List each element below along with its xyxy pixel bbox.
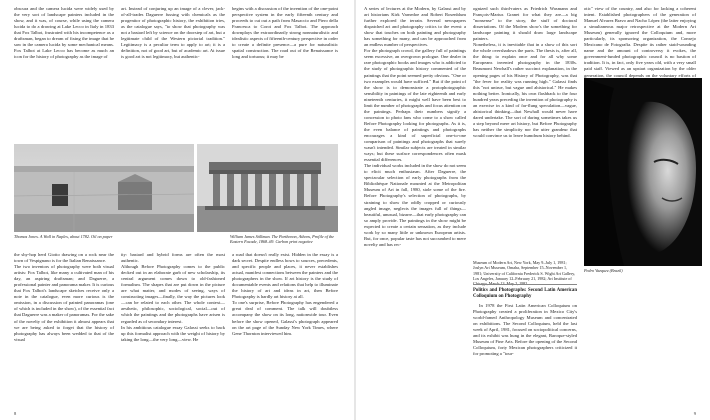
- caption-wall-in-naples: Thomas Jones. A Wall in Naples, about 1782. Oil on paper: [14, 234, 113, 239]
- page-number-left: 8: [14, 411, 17, 416]
- exhibition-tour-note: Museum of Modern Art, New York, May 9–July 1, 1981; Joslyn Art Museum, Omaha, September 15–November 1, 1981; University of California Frederick S. Wight Art Gallery, Los Angeles, January 12–February 21, 1982; Art Institute of: [473, 260, 576, 281]
- section-politics-and-photographs: Politics and Photographs: Second Latin American Colloquium on Photography In 1978 the First Latin American Colloquium on Photography created a proliferation in Mexico City's world-famed Anthropology Museum and concentrated on exhibitions. The Second Colloquium, held the last week of April, 1981, focused on sociopolitical concerns, and its exhibit was hung in the elegant, Baroque-styled Museum of Fine Arts. Before the opening of the Second Colloquium, forty Mexican photographers criticized it for promoting a "tour-: [473, 288, 577, 357]
- left-page: [0, 0, 354, 420]
- caption-parthenon: William James Stillman. The Parthenon, Athens, Profile of the Eastern Facade, 1868–69. Carbon print negative: [230, 234, 335, 245]
- right-column-1: A series of lectures at the Modern, by Galassi and by art historians Kirk Varnedoe and Robert Rosenblum further explored the terrain. Several newspapers dispatched art and photography critics to the event: a show that touches on both painting and photography has something for many, and can be approached from an endless number of perspectives. For the photograph crowd, the gallery full of paintings seem excessive, an overgrown prologue. One dealer in rare photographic books and images who is addicted to the study of photographic history commented of the paintings that the point seemed pretty obvious. "One or two examples would have sufficed." But if the point of the show is to demonstrate a protophotographic sensibility in paintings of the late eighteenth and early nineteenth centuries, it might well have been best to limit the number of photographs and focus attention on the paintings. Perhaps their numbers signify a concession to photo fans who come to a show called Before Photography looking for photographs. As it is, the even balance of paintings and photographs encourages a kind of superficial one-to-one comparison of paintings and photographs that surely wasn't intended. Similar subjects are treated in similar ways; but these surface correspondences often mask essential differences. The individual works included in the show do not seem to elicit much enthusiasm. After Daguerre, the spectacular selection of early photographs from the Bibliothèque Nationale mounted at the Metropolitan Museum of Art in fall, 1980, stole some of the fire. Before Photography's selection of photographs, by straining to show the oddly cropped or curiously angled image, neglects the images full of things—beautiful, unusual, bizarre—that early photography can so amply provide. The paintings in the show might be expected to create a certain sensation, as they include work by so many little or unknown European artists. But, for once, popular taste has not succumbed to mere novelty and has rec-: [364, 6, 466, 247]
- page-number-right: 9: [693, 411, 696, 416]
- left-top-column-2: art. Instead of conjuring up an image of a clever, jack-of-all-trades Daguerre fussing with chemicals as the progenitor of photographic history, the exhibition tries, as the catalogue says, "to show that photography was not a bastard left by science on the doorstep of art, but a legitimate child of the Western pictorial tradition." Legitimacy is a peculiar term to apply to art; it is a definition, not of good art, but of academic art. At issue is good art is not legitimacy, but authentic-: [121, 6, 225, 60]
- painting-wall-in-naples: [14, 144, 194, 232]
- left-bottom-column-1: the shy-hop herd Giotto drawing on a rock near the town of Vespignano is for the Italian Renaissance. The two inventors of photography were both visual artists: Fox Talbot, like many a cultivated man of his day, an aspiring draftsman; and Daguerre, a professional painter and panorama maker. It is curious that Fox Talbot's landscape sketches receive only a note in the catalogue, even more curious is the omission, in a discussion of painted panoramas (one of which is included in the show), of the essential fact that Daguerre was a maker of panoramas. For the sake of the novelty of the exhibition it almost appears that we are being asked to forget that the history of photography has always been wedded to that of the visual: [14, 252, 115, 342]
- left-bottom-column-3: a road that doesn't really exist. Hidden in the essay is a dark secret. Despite endless bows to sources, precedents, and specific people and places, it never establishes actual, manifest connections between the painters and the photographers in the show. If art history is the study of documentable events and relations that help to illuminate the history of art and ideas in art, then Before Photography is hardly art history at all. To one's surprise, Before Photography has engendered a great deal of comment. The talk will doubtless accompany the show on its long, nationwide tour. Even before the show opened, Galassi's photograph appeared on the art page of the Sunday New York Times, where Gene Thornton interviewed him.: [232, 252, 338, 336]
- left-top-column-3: begins with a discussion of the invention of the one-point perspective system in the early fifteenth century and proceeds to cut out a path from Masaccio and Piero della Francesca to Corot and Fox Talbot. The approach downplays the extraordinarily strong nonnaturalistic and idealistic aspects of fifteenth-century perspective in order to create a definite presence—a pure for naturalistic spatial construction. The road out of the Renaissance is long and tortuous; it may be: [232, 6, 338, 60]
- right-column-2: ognized such third-raters as Friedrich Wasmann and François-Marius Granet for what they are—a big "nonsense" to the story, the stuff of doctoral dissertations. Of the Modern show's the something for landscape painting it should draw large landscape painters. Nonetheless, it is inevitable that in a show of this sort the whole overshadows the parts. The thesis is, after all, the thing: to explain once and for all why some Europeans invented photography in the 1830s. Beaumont Newhall's rather succinct explanation, in the opening pages of his History of Photography, was that "the fever for reality was running high." Galassi finds this "not untrue, but vague and ahistorical." He makes nothing better. Ironically, his own flashback to the four hundred years preceding the invention of photography is an exercise in a kind of far-flung speculation—vague, ahistorical thinking—that Newhall would never have dared undertake. The sort of daring sometimes takes us a step beyond mere art history, but Before Photography has neither the simplicity nor the utter grandeur that would convince us to leave humdrum history behind.: [473, 6, 577, 138]
- right-page: [356, 0, 710, 420]
- left-top-column-1: obscura and the camera lucida were widely used by the very sort of landscape painters included in the show, and it was, of course, while using the camera lucida to do a drawing at Lake Lecco in Italy in 1833 that Fox Talbot, frustrated with his incompetence as a draftsman, began to dream of fixing the image that he saw in the camera lucida by some mechanical means. Fox Talbot at Lake Lecco has become as much an icon for the history of photography as the image of: [14, 6, 114, 60]
- photo-pedro-vazquez-portrait: [584, 78, 702, 266]
- right-column-3-top: otic" view of the country, and also for lacking a coherent intent. Established photographers of the generation of Manuel Alvarez Bravo and Nacho López (the latter enjoying a simultaneous major retrospective at the Modern Art Museum) generally ignored the Colloquium and, more particularly, its sponsoring organization, the Consejo Mexicano de Fotografía. Despite its rather staid-sounding name and the amount of controversy it evokes, the government-funded photographic council is no bastion of tradition. It is, in fact, only five years old, with a very small paid staff. Viewed as an upstart organization by the older generation, the council depends on the voluntary efforts of: [584, 6, 696, 78]
- left-bottom-column-2: ity: bastard and hybrid forms are often the most authentic. Although Before Photography comes to the public decked out in an elaborate garb of new scholarship, its central argument comes down to old-fashioned formalism. The shapes that are put down in the picture are what matter, and modes of seeing, ways of constructing images—finally, the way the pictures look—can be related to each other. The whole context—aesthetic, philosophic, sociological, social—out of which the paintings and the photographs have arisen is regarded as of secondary interest. In his ambitious catalogue essay Galassi seeks to back up this formalist approach with the weight of history by taking the long—the very long—view. He: [121, 252, 225, 342]
- right-column-3-bottom: [584, 278, 696, 410]
- caption-pedro-vazquez: Pedro Vazquez (Brazil): [584, 268, 623, 273]
- photo-parthenon: [197, 144, 338, 232]
- section-divider: [473, 284, 577, 285]
